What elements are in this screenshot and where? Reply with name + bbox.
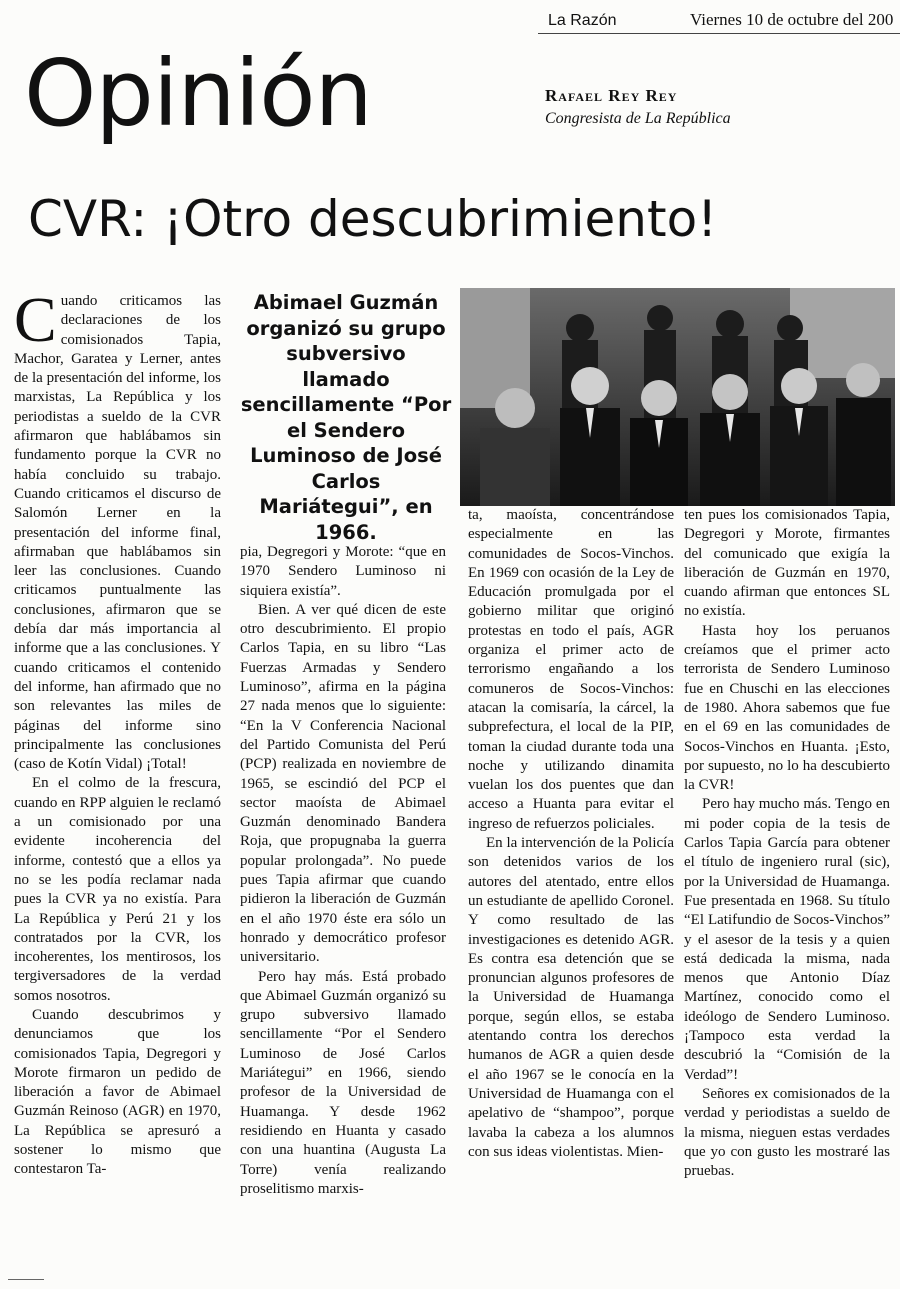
author-name: Rafael Rey Rey — [545, 86, 678, 105]
author-role: Congresista de La República — [545, 110, 731, 127]
article-column-3 — [468, 506, 674, 1268]
article-paragraph: Cuando descubrimos y denunciamos que los comisionados Tapia, Degregori y Morote firmaron un pedido de liberación a favor de Abimael Guzmán Reinoso (AGR) en 1970, La República se apresuró a sostener lo mismo que contestaron Ta- — [14, 1006, 221, 1178]
pull-quote: Abimael Guzmán organizó su grupo subversivo llamado sencillamente “Por el Sendero Luminoso de José Carlos Mariátegui”, en 1966. — [240, 291, 452, 544]
footer-rule — [8, 1279, 44, 1280]
article-headline: CVR: ¡Otro descubrimiento! — [28, 190, 718, 248]
article-paragraph: Hasta hoy los peruanos creíamos que el primer acto terrorista de Sendero Luminoso fue en Chuschi en las elecciones de 1980. Ahora sabemos que fue en el 69 en las comunidades de Socos-Vinchos en Huanta. ¡Esto, por supuesto, no lo ha descubierto la CVR! — [684, 622, 890, 794]
article-paragraph: Señores ex comisionados de la verdad y periodistas a sueldo de la misma, nieguen estas verdades que yo con gusto les mostraré las pruebas. — [684, 1085, 890, 1180]
article-column-4 — [684, 506, 890, 1268]
drop-cap: C — [14, 284, 57, 355]
article-paragraph: En la intervención de la Policía son detenidos varios de los autores del atentado, entre ellos un estudiante de apellido Coronel. Y como resultado de las investigaciones es detenido AGR. Es contra esa detención que se pronuncian algunos profesores de la Universidad de Huamanga porque, según ellos, se estaba atentando contra los derechos humanos de AGR a quien desde el año 1967 se le conocía en la Universidad de Huamanga con el apelativo de “shampoo”, porque lavaba la cabeza a los alumnos con sus ideas violentistas. Mien- — [468, 835, 674, 1160]
commissioners-photo — [460, 288, 895, 506]
article-paragraph: Bien. A ver qué dicen de este otro descubrimiento. El propio Carlos Tapia, en su libro “Las Fuerzas Armadas y Sendero Luminoso”, afirma en la página 27 nada menos que lo siguiente: “En la V Conferencia Nacional del Partido Comunista del Perú (PCP) realizada en noviembre de 1965, se escindió del PCP el sector maoísta de Abimael Guzmán denominado Bandera Roja, que propugnaba la guerra popular prolongada”. No puede pues Tapia afirmar que cuando pidieron la liberación de Guzmán en el año 1970 éste era sólo un honrado y democrático profesor universitario. — [240, 601, 446, 966]
article-paragraph: ten pues los comisionados Tapia, Degregori y Morote, firmantes del comunicado que exigía la liberación de Guzmán en 1970, cuando afirman que entonces SL no existía. — [684, 507, 890, 620]
article-paragraph: Pero hay más. Está probado que Abimael Guzmán organizó su grupo subversivo llamado sencillamente “Por el Sendero Luminoso de José Carlos Mariátegui” en 1966, siendo profesor de la Universidad de Huamanga. Y desde 1962 residiendo en Huanta y casado con una huantina (Augusta La Torre) venía realizando proselitismo marxis- — [240, 968, 446, 1197]
issue-date: Viernes 10 de octubre del 200 — [690, 10, 894, 29]
article-paragraph: ta, maoísta, concentrándose especialmente en las comunidades de Socos-Vinchos. En 1969 con ocasión de la Ley de Educación promulgada por el gobierno militar que originó protestas en todo el país, AGR organiza el primer acto de terrorismo engañando a los comuneros de Socos-Vinchos: atacan la comisaría, la cárcel, la subprefectura, el local de la PIP, toman la ciudad durante toda una noche y utilizando dinamita vuelan los dos puentes que dan acceso a Huanta para evitar el ingreso de refuerzos policiales. — [468, 507, 674, 832]
article-column-1 — [14, 284, 221, 1267]
group-photo-illustration — [460, 288, 895, 506]
section-title: Opinión — [24, 40, 372, 147]
article-paragraph: Cuando criticamos las declaraciones de los comisionados Tapia, Machor, Garatea y Lerner, antes de la presentación del informe, los marxistas, La República y los periodistas a sueldo de la CVR afirmaron que hablábamos sin fundamento porque la CVR no había concluido su trabajo. Cuando criticamos el discurso de Salomón Lerner en la presentación del informe final, afirmaban que hablábamos sin leer las conclusiones. Cuando criticamos puntualmente las conclusiones, afirmaron que se debía dar más importancia al informe que a las conclusiones. Y cuando criticamos el contenido del informe, han afirmado que no son relevantes las miles de páginas del informe sino principalmente las conclusiones (caso de Kotín Vidal) ¡Total! — [14, 284, 221, 773]
article-column-2 — [240, 543, 446, 1268]
article-paragraph: Pero hay mucho más. Tengo en mi poder copia de la tesis de Carlos Tapia García para obtener el título de ingeniero rural (sic), por la Universidad de Huamanga. Fue presentada en 1968. Su título “El Latifundio de Socos-Vinchos” y el asesor de la tesis y a quien está dedicada la misma, nada menos que Antonio Díaz Martínez, conocido como el ideólogo de Sendero Luminoso. ¡Tampoco esta verdad la descubrió la “Comisión de la Verdad”! — [684, 796, 890, 1083]
article-paragraph: pia, Degregori y Morote: “que en 1970 Sendero Luminoso ni siquiera existía”. — [240, 544, 446, 599]
article-paragraph: En el colmo de la frescura, cuando en RPP alguien le reclamó a un comisionado por una evidente incoherencia del informe, contestó que a ellos ya no se les podía reclamar nada pues la CVR ya no existía. Para La República y Perú 21 y los contratados por la CVR, los incoherentes, los mentirosos, los tergiversadores de la verdad somos nosotros. — [14, 775, 221, 1004]
header-rule — [538, 33, 900, 34]
newspaper-name: La Razón — [548, 12, 617, 29]
